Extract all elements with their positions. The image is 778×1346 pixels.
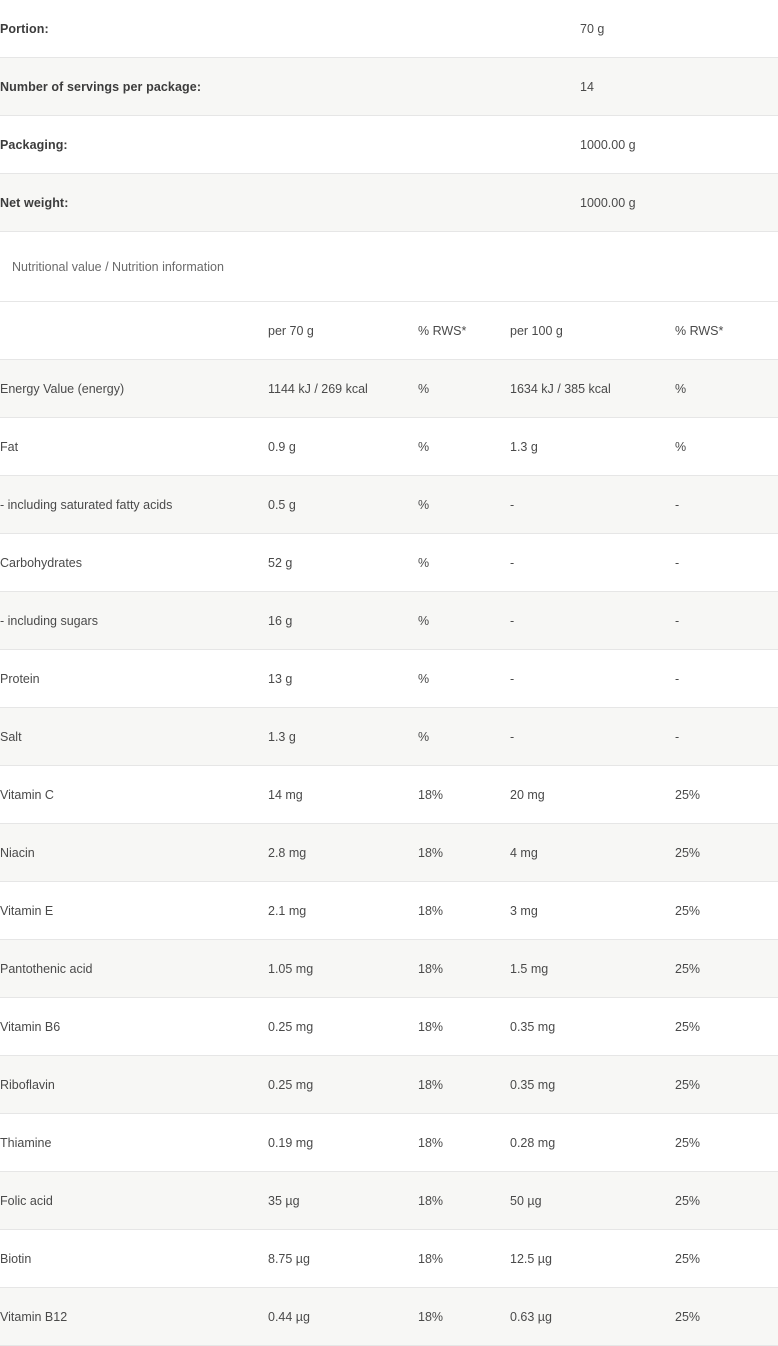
nutrition-section-header: [0, 232, 778, 302]
nutrient-value: 25%: [675, 961, 701, 976]
nutrient-name: Vitamin B6: [0, 1019, 61, 1034]
nutrient-value: 3 mg: [510, 903, 538, 918]
nutrition-row: [0, 766, 778, 824]
spec-value: 1000.00 g: [580, 137, 636, 152]
nutrient-value: %: [418, 439, 430, 454]
nutrient-value: 0.25 mg: [268, 1077, 314, 1092]
nutrition-row: [0, 882, 778, 940]
nutrient-value: -: [510, 671, 515, 686]
nutrient-value: 25%: [675, 1193, 701, 1208]
nutrient-value: 4 mg: [510, 845, 538, 860]
spec-label: Number of servings per package:: [0, 79, 202, 94]
nutrient-value: 0.9 g: [268, 439, 296, 454]
nutrient-value: 14 mg: [268, 787, 303, 802]
nutrient-value: 18%: [418, 1019, 444, 1034]
nutrient-value: 2.8 mg: [268, 845, 307, 860]
nutrient-value: 25%: [675, 1019, 701, 1034]
nutrient-value: %: [675, 381, 687, 396]
nutrient-value: -: [675, 671, 680, 686]
nutrition-header-row: [0, 302, 778, 360]
nutrient-value: 18%: [418, 961, 444, 976]
product-spec-body: [0, 0, 778, 232]
nutrient-value: 0.28 mg: [510, 1135, 556, 1150]
nutrition-row: [0, 1230, 778, 1288]
nutrition-table: [0, 302, 778, 1346]
nutrient-value: 25%: [675, 903, 701, 918]
nutrient-name: Vitamin C: [0, 787, 54, 802]
nutrient-value: 1.3 g: [510, 439, 538, 454]
nutrient-value: %: [418, 729, 430, 744]
nutrition-row: [0, 1056, 778, 1114]
nutrition-row: [0, 824, 778, 882]
nutrient-name: Fat: [0, 439, 19, 454]
nutrient-value: 1634 kJ / 385 kcal: [510, 381, 611, 396]
nutrient-name: Salt: [0, 729, 22, 744]
nutrition-row: [0, 1172, 778, 1230]
nutrient-value: 0.44 µg: [268, 1309, 310, 1324]
nutrient-value: 13 g: [268, 671, 293, 686]
nutrient-value: 18%: [418, 903, 444, 918]
nutrition-table-body: [0, 360, 778, 1346]
nutrient-name: Energy Value (energy): [0, 381, 125, 396]
nutrient-value: 1.3 g: [268, 729, 296, 744]
nutrient-name: Protein: [0, 671, 40, 686]
nutrient-value: 25%: [675, 845, 701, 860]
nutrient-value: -: [510, 555, 515, 570]
nutrition-row: [0, 534, 778, 592]
nutrient-value: -: [675, 613, 680, 628]
nutrient-value: 1.05 mg: [268, 961, 314, 976]
nutrient-value: 35 µg: [268, 1193, 300, 1208]
nutrient-value: 1.5 mg: [510, 961, 549, 976]
spec-row: [0, 0, 778, 58]
nutrient-value: 12.5 µg: [510, 1251, 552, 1266]
nutrient-value: 25%: [675, 787, 701, 802]
nutrient-value: 18%: [418, 1309, 444, 1324]
nutrient-value: -: [675, 555, 680, 570]
nutrient-value: 16 g: [268, 613, 293, 628]
spec-row: [0, 174, 778, 232]
nutrition-row: [0, 360, 778, 418]
nutrient-name: - including sugars: [0, 613, 98, 628]
nutrient-value: 1144 kJ / 269 kcal: [268, 381, 368, 396]
nutrient-value: -: [510, 729, 515, 744]
nutrient-name: Biotin: [0, 1251, 32, 1266]
nutrient-name: Niacin: [0, 845, 35, 860]
spec-label: Packaging:: [0, 137, 68, 152]
nutrition-table-head: [0, 302, 778, 360]
nutrient-value: -: [510, 497, 515, 512]
nutrient-value: %: [418, 671, 430, 686]
nutrient-value: 25%: [675, 1077, 701, 1092]
nutrient-value: %: [418, 613, 430, 628]
nutrient-value: -: [675, 729, 680, 744]
nutrient-value: 18%: [418, 787, 444, 802]
nutrient-value: 18%: [418, 1251, 444, 1266]
spec-label: Net weight:: [0, 195, 69, 210]
nutrient-value: 0.63 µg: [510, 1309, 552, 1324]
nutrient-value: 18%: [418, 1077, 444, 1092]
nutrition-row: [0, 592, 778, 650]
nutrition-row: [0, 998, 778, 1056]
nutrition-column-header: % RWS*: [418, 323, 467, 338]
nutrient-value: 18%: [418, 1193, 444, 1208]
nutrient-name: Vitamin B12: [0, 1309, 68, 1324]
nutrient-name: Pantothenic acid: [0, 961, 93, 976]
nutrient-value: %: [418, 555, 430, 570]
nutrient-name: Riboflavin: [0, 1077, 55, 1092]
nutrient-value: %: [675, 439, 687, 454]
nutrition-column-header: per 100 g: [510, 323, 563, 338]
nutrient-name: Folic acid: [0, 1193, 53, 1208]
nutrient-value: 18%: [418, 845, 444, 860]
nutrient-value: 25%: [675, 1309, 701, 1324]
nutrient-value: 20 mg: [510, 787, 545, 802]
nutrient-value: 0.35 mg: [510, 1077, 556, 1092]
nutrient-name: - including saturated fatty acids: [0, 497, 173, 512]
nutrition-column-header: % RWS*: [675, 323, 724, 338]
nutrient-value: 50 µg: [510, 1193, 542, 1208]
nutrient-name: Thiamine: [0, 1135, 52, 1150]
nutrition-row: [0, 418, 778, 476]
nutrient-value: 0.35 mg: [510, 1019, 556, 1034]
nutrition-column-header: [0, 302, 268, 360]
nutrition-row: [0, 1114, 778, 1172]
nutrient-value: 0.25 mg: [268, 1019, 314, 1034]
spec-value: 14: [580, 79, 594, 94]
nutrition-row: [0, 476, 778, 534]
nutrient-value: 0.19 mg: [268, 1135, 314, 1150]
nutrient-name: Vitamin E: [0, 903, 54, 918]
nutrition-row: [0, 650, 778, 708]
nutrient-value: %: [418, 381, 430, 396]
spec-label: Portion:: [0, 21, 49, 36]
nutrient-value: 52 g: [268, 555, 293, 570]
nutrient-value: 25%: [675, 1251, 701, 1266]
nutrient-value: 25%: [675, 1135, 701, 1150]
nutrition-row: [0, 1288, 778, 1346]
nutrient-value: %: [418, 497, 430, 512]
nutrient-value: 18%: [418, 1135, 444, 1150]
spec-row: [0, 116, 778, 174]
nutrient-name: Carbohydrates: [0, 555, 82, 570]
nutrient-value: -: [510, 613, 515, 628]
nutrient-value: 0.5 g: [268, 497, 296, 512]
nutrient-value: 2.1 mg: [268, 903, 307, 918]
product-spec-table: [0, 0, 778, 232]
nutrition-column-header: per 70 g: [268, 323, 314, 338]
spec-value: 70 g: [580, 21, 605, 36]
spec-row: [0, 58, 778, 116]
nutrient-value: -: [675, 497, 680, 512]
spec-value: 1000.00 g: [580, 195, 636, 210]
nutrition-row: [0, 940, 778, 998]
nutrition-row: [0, 708, 778, 766]
nutrient-value: 8.75 µg: [268, 1251, 310, 1266]
nutrition-section-title: Nutritional value / Nutrition information: [12, 259, 224, 274]
